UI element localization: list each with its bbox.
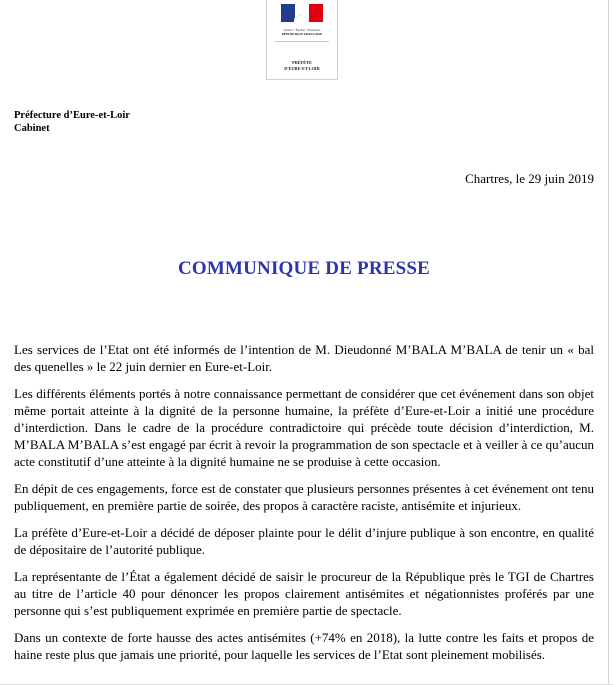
republique-text: RÉPUBLIQUE FRANÇAISE	[281, 32, 323, 36]
department-name: Cabinet	[14, 123, 50, 134]
prefecture-logo	[266, 0, 338, 80]
paragraph: La représentante de l’État a également décidé de saisir le procureur de la République près le TGI de Chartres au titre de l’article 40 pour dénoncer les propos clairement antisémites et négationnistes proférés par une personne qui s’est publiquement exprimée en première partie de spectacle.	[14, 569, 594, 618]
paragraph: Les différents éléments portés à notre connaissance permettant de considérer que cet événement dans son objet même portait atteinte à la dignité de la personne humaine, la préfète d’Eure-et-Loir a initié une procédure d’interdiction. Dans le cadre de la procédure contradictoire qui précède toute décision d’interdiction, M. M’BALA M’BALA s’est engagé par écrit à revoir la programmation de son spectacle et à veiller à ce qu’aucun acte constitutif d’une atteinte à la dignité humaine ne se produise à cette occasion.	[14, 386, 594, 469]
prefet-text	[269, 60, 335, 72]
press-release-body	[14, 341, 594, 673]
paragraph: En dépit de ces engagements, force est de constater que plusieurs personnes présentes à cet événement ont tenu publiquement, en première partie de soirée, des propos à caractère raciste, antisémite et injurieux.	[14, 481, 594, 513]
prefet-line-2: D'EURE-ET-LOIR	[284, 66, 320, 71]
logo-divider	[275, 41, 329, 42]
paragraph: La préfète d’Eure-et-Loir a décidé de déposer plainte pour le délit d’injure publique à son encontre, en qualité de dépositaire de l’autorité publique.	[14, 525, 594, 557]
motto-text: Liberté • Égalité • Fraternité	[283, 28, 321, 32]
paragraph: Dans un contexte de forte hausse des actes antisémites (+74% en 2018), la lutte contre les faits et propos de haine reste plus que jamais une priorité, pour laquelle les services de l’Etat sont pleinement mobilisés.	[14, 630, 594, 662]
page-edge-right	[608, 0, 609, 685]
organization-name: Préfecture d’Eure-et-Loir	[14, 110, 130, 121]
sender-block	[14, 109, 130, 135]
prefet-line-1: PRÉFÈTE	[292, 60, 312, 65]
date-line: Chartres, le 29 juin 2019	[465, 171, 594, 186]
marianne-flag-icon	[273, 0, 331, 30]
page-title: COMMUNIQUE DE PRESSE	[177, 258, 431, 279]
paragraph: Les services de l’Etat ont été informés de l’intention de M. Dieudonné M’BALA M’BALA de tenir un « bal des quenelles » le 22 juin dernier en Eure-et-Loir.	[14, 342, 594, 374]
